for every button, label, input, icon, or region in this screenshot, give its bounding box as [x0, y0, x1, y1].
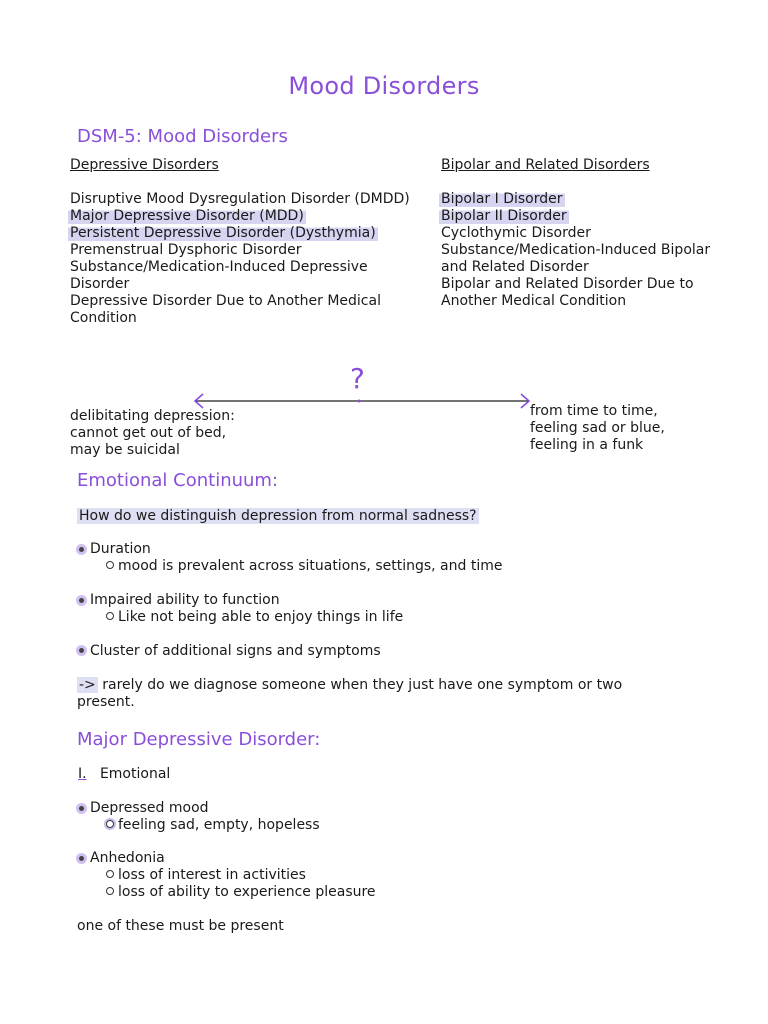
continuum-right-line: feeling sad or blue, [530, 420, 665, 436]
circle-bullet-icon [106, 820, 114, 828]
circle-bullet-icon [106, 561, 114, 569]
emotional-continuum-heading: Emotional Continuum: [77, 470, 279, 491]
continuum-right-line: from time to time, [530, 403, 658, 419]
bullet-icon [79, 856, 84, 861]
continuum-left-line: cannot get out of bed, [70, 425, 227, 441]
continuum-right-label [530, 403, 665, 454]
depressed-mood-subitem: feeling sad, empty, hopeless [106, 817, 320, 834]
depressive-disorders-header: Depressive Disorders [70, 157, 219, 173]
continuum-left-line: may be suicidal [70, 442, 180, 458]
bipolar-line: Cyclothymic Disorder [441, 225, 591, 241]
circle-bullet-icon [106, 887, 114, 895]
duration-item: Duration [90, 541, 151, 557]
diagnosis-note: -> rarely do we diagnose someone when they just have one symptom or two [79, 677, 623, 693]
depressive-line: Premenstrual Dysphoric Disorder [70, 242, 302, 258]
bipolar-line: Bipolar II Disorder [441, 208, 567, 224]
anhedonia-subitem: loss of interest in activities [106, 867, 306, 884]
impaired-item: Impaired ability to function [90, 592, 280, 608]
continuum-right-line: feeling in a funk [530, 437, 644, 453]
dsm-heading: DSM-5: Mood Disorders [77, 126, 288, 147]
page-title: Mood Disorders [288, 72, 480, 100]
depressive-line: Disorder [70, 276, 130, 292]
cluster-item: Cluster of additional signs and symptoms [90, 643, 381, 659]
double-arrow-icon [190, 390, 535, 414]
depressive-line: Disruptive Mood Dysregulation Disorder (DMDD) [70, 191, 410, 207]
bullet-icon [79, 547, 84, 552]
depressed-mood-item: Depressed mood [90, 800, 209, 816]
depressive-line: Persistent Depressive Disorder (Dysthymia) [70, 225, 376, 241]
bullet-icon [79, 806, 84, 811]
diagnosis-note-cont: present. [77, 694, 135, 710]
bipolar-disorders-list [441, 191, 710, 310]
impaired-subitem: Like not being able to enjoy things in life [106, 609, 403, 626]
bullet-icon [79, 648, 84, 653]
bipolar-disorders-header: Bipolar and Related Disorders [441, 157, 650, 173]
anhedonia-subitem: loss of ability to experience pleasure [106, 884, 376, 901]
circle-bullet-icon [106, 612, 114, 620]
continuum-left-label [70, 408, 235, 459]
depressive-disorders-list [70, 191, 410, 327]
bipolar-line: Bipolar and Related Disorder Due to [441, 276, 694, 292]
anhedonia-item: Anhedonia [90, 850, 165, 866]
section-emotional: I. Emotional [78, 766, 171, 782]
mdd-heading: Major Depressive Disorder: [77, 729, 321, 750]
depressive-line: Major Depressive Disorder (MDD) [70, 208, 304, 224]
question-mark: ? [350, 362, 365, 395]
depressive-line: Substance/Medication-Induced Depressive [70, 259, 368, 275]
bipolar-line: Another Medical Condition [441, 293, 627, 309]
circle-bullet-icon [106, 870, 114, 878]
bullet-icon [79, 598, 84, 603]
depressive-line: Depressive Disorder Due to Another Medical [70, 293, 381, 309]
bipolar-line: and Related Disorder [441, 259, 589, 275]
depressive-line: Condition [70, 310, 137, 326]
bipolar-line: Substance/Medication-Induced Bipolar [441, 242, 711, 258]
bipolar-line: Bipolar I Disorder [441, 191, 563, 207]
requirement-note: one of these must be present [77, 918, 284, 934]
continuum-left-line: delibitating depression: [70, 408, 235, 424]
distinguish-question: How do we distinguish depression from normal sadness? [79, 508, 477, 524]
duration-subitem: mood is prevalent across situations, settings, and time [106, 558, 502, 575]
